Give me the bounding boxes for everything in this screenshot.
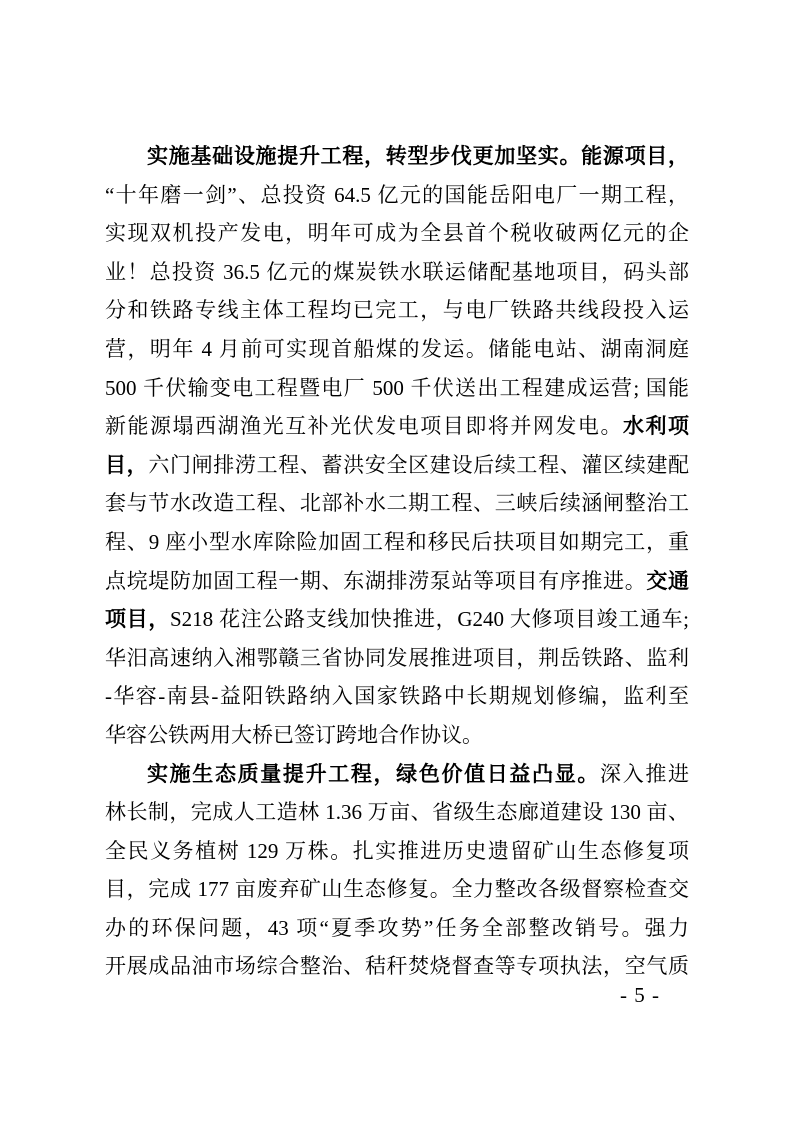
text-segment: 深入推进 (600, 761, 690, 786)
text-segment: 华汨高速纳入湘鄂赣三省协同发展推进项目，荆岳铁路、监利 (105, 645, 689, 670)
text-line (105, 793, 689, 832)
text-line (105, 407, 689, 446)
text-line (105, 214, 689, 253)
text-segment: 林长制，完成人工造林 1.36 万亩、省级生态廊道建设 130 亩、 (105, 800, 689, 825)
bold-text-segment: 实施基础设施提升工程，转型步伐更加坚实。能源项目， (147, 144, 689, 168)
bold-text-segment: 实施生态质量提升工程，绿色价值日益凸显。 (147, 761, 601, 786)
text-segment: 程、9 座小型水库除险加固工程和移民后扶项目如期完工，重 (105, 529, 689, 554)
text-line (105, 755, 689, 794)
text-line (105, 677, 689, 716)
text-segment: 新能源塌西湖渔光互补光伏发电项目即将并网发电。 (105, 414, 623, 439)
text-line (105, 369, 689, 408)
text-block (105, 137, 689, 986)
text-segment: 办的环保问题，43 项“夏季攻势”任务全部整改销号。强力 (105, 915, 689, 940)
text-line (105, 176, 689, 215)
text-line (105, 832, 689, 871)
text-line (105, 253, 689, 292)
bold-text-segment: 目， (105, 452, 149, 477)
text-line (105, 562, 689, 601)
text-segment: 实现双机投产发电，明年可成为全县首个税收破两亿元的企 (105, 221, 689, 246)
text-segment: 华容公铁两用大桥已签订跨地合作协议。 (105, 722, 483, 747)
bold-text-segment: 水利项 (622, 414, 690, 439)
text-line (105, 330, 689, 369)
text-segment: 六门闸排涝工程、蓄洪安全区建设后续工程、灌区续建配 (148, 452, 690, 477)
page-number: - 5 - (620, 983, 660, 1007)
text-segment: 套与节水改造工程、北部补水二期工程、三峡后续涵闸整治工 (105, 491, 689, 516)
text-line (105, 870, 689, 909)
text-line (105, 484, 689, 523)
text-line (105, 716, 689, 755)
text-line (105, 947, 689, 986)
text-line (105, 600, 689, 639)
text-segment: S218 花注公路支线加快推进，G240 大修项目竣工通车; (169, 607, 689, 632)
text-segment: “十年磨一剑”、总投资 64.5 亿元的国能岳阳电厂一期工程， (105, 182, 689, 207)
text-line (105, 291, 689, 330)
bold-text-segment: 交通 (646, 568, 689, 593)
text-line (105, 909, 689, 948)
text-segment: 营，明年 4 月前可实现首船煤的发运。储能电站、湖南洞庭 (105, 336, 689, 361)
text-line (105, 137, 689, 176)
text-line (105, 446, 689, 485)
text-segment: 点垸堤防加固工程一期、东湖排涝泵站等项目有序推进。 (105, 568, 647, 593)
text-line (105, 639, 689, 678)
text-segment: 分和铁路专线主体工程均已完工，与电厂铁路共线段投入运 (105, 298, 689, 323)
bold-text-segment: 项目， (105, 607, 170, 632)
text-segment: 目，完成 177 亩废弃矿山生态修复。全力整改各级督察检查交 (105, 877, 689, 902)
text-segment: 开展成品油市场综合整治、秸秆焚烧督查等专项执法，空气质 (105, 954, 689, 979)
text-segment: -华容-南县-益阳铁路纳入国家铁路中长期规划修编，监利至 (105, 684, 689, 709)
text-segment: 业！总投资 36.5 亿元的煤炭铁水联运储配基地项目，码头部 (105, 259, 689, 284)
text-segment: 500 千伏输变电工程暨电厂 500 千伏送出工程建成运营; 国能 (105, 375, 689, 400)
text-segment: 全民义务植树 129 万株。扎实推进历史遗留矿山生态修复项 (105, 838, 689, 863)
text-line (105, 523, 689, 562)
